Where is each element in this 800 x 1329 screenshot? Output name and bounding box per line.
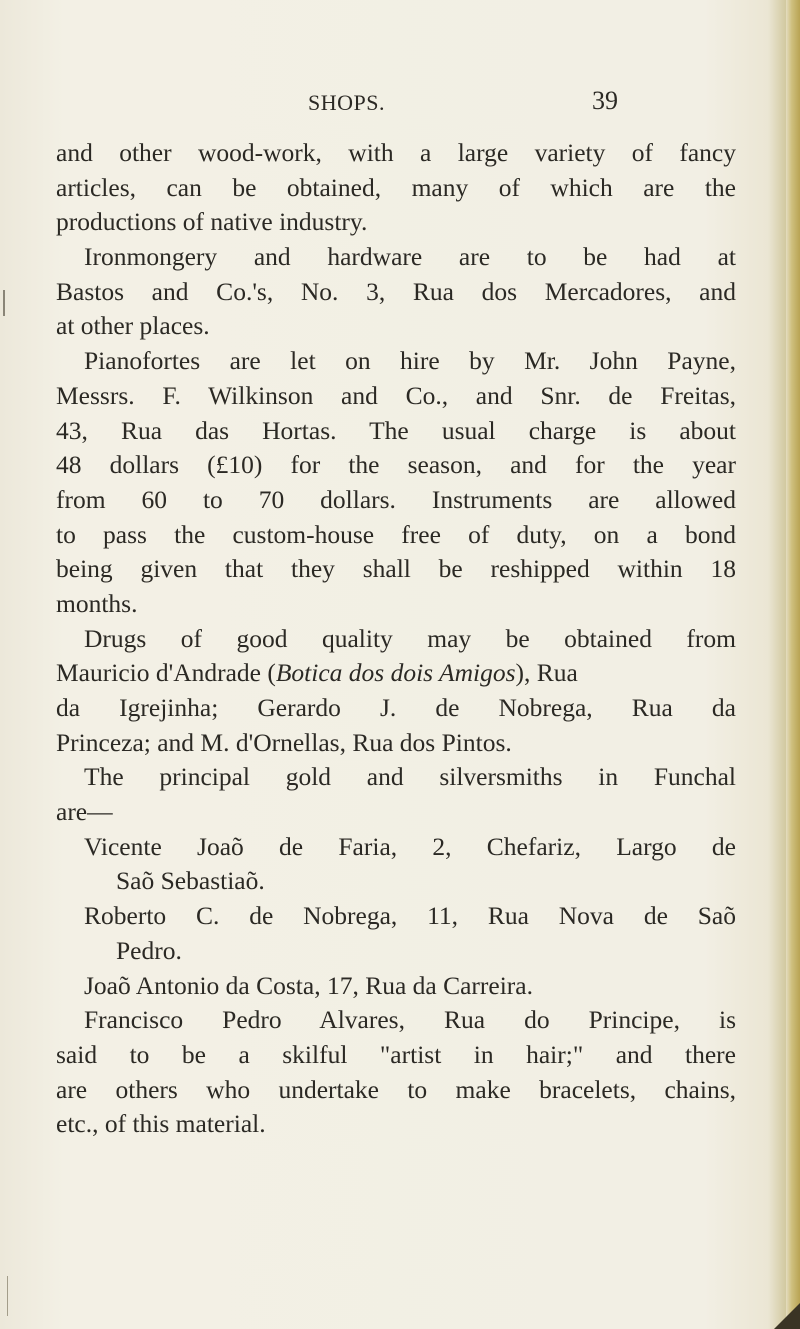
text-line: are others who undertake to make bracelets, chains, bbox=[56, 1074, 736, 1104]
text-line: Messrs. F. Wilkinson and Co., and Snr. de Freitas, bbox=[56, 380, 736, 410]
text-line: productions of native industry. bbox=[56, 207, 368, 237]
body-text bbox=[56, 136, 736, 1142]
page-edge bbox=[786, 0, 800, 1329]
text-line: months. bbox=[56, 588, 138, 618]
text-line: are— bbox=[56, 797, 113, 827]
text-line: Vicente Joaõ de Faria, 2, Chefariz, Largo de bbox=[84, 831, 736, 861]
text-line: at other places. bbox=[56, 311, 210, 341]
margin-mark bbox=[3, 290, 5, 316]
text-line: 43, Rua das Hortas. The usual charge is about bbox=[56, 415, 736, 445]
text-line: from 60 to 70 dollars. Instruments are allowed bbox=[56, 484, 736, 514]
text-line: Princeza; and M. d'Ornellas, Rua dos Pintos. bbox=[56, 727, 512, 757]
page-header bbox=[0, 86, 800, 122]
text-line: da Igrejinha; Gerardo J. de Nobrega, Rua da bbox=[56, 693, 736, 722]
text-line: Bastos and Co.'s, No. 3, Rua dos Mercadores, and bbox=[56, 276, 736, 306]
text-line: to pass the custom-house free of duty, on a bond bbox=[56, 519, 736, 549]
text-line: The principal gold and silversmiths in Funchal bbox=[84, 762, 736, 792]
text-line: Pedro. bbox=[116, 935, 182, 965]
text-line bbox=[56, 656, 736, 691]
text-segment: Mauricio d'Andrade ( bbox=[56, 658, 276, 688]
text-line: Pianofortes are let on hire by Mr. John Payne, bbox=[84, 346, 736, 376]
text-line: Ironmongery and hardware are to be had at bbox=[84, 242, 736, 272]
text-line: 48 dollars (£10) for the season, and for the year bbox=[56, 450, 736, 480]
text-line: Saõ Sebastiaõ. bbox=[116, 866, 265, 896]
text-line: articles, can be obtained, many of which are the bbox=[56, 172, 736, 202]
margin-mark-lower bbox=[7, 1276, 8, 1316]
text-line: and other wood-work, with a large variety of fancy bbox=[56, 138, 736, 167]
text-line: etc., of this material. bbox=[56, 1109, 266, 1139]
page-number: 39 bbox=[592, 86, 618, 115]
text-line: said to be a skilful "artist in hair;" and there bbox=[56, 1039, 736, 1069]
running-head: SHOPS. bbox=[308, 90, 385, 115]
text-line: Joaõ Antonio da Costa, 17, Rua da Carreira. bbox=[84, 970, 533, 1000]
text-line: Francisco Pedro Alvares, Rua do Principe, is bbox=[84, 1005, 736, 1035]
text-line: being given that they shall be reshipped within 18 bbox=[56, 554, 736, 584]
text-line: Drugs of good quality may be obtained from bbox=[84, 623, 736, 653]
page-corner bbox=[774, 1303, 800, 1329]
italic-title: Botica dos dois Amigos bbox=[275, 658, 516, 688]
text-segment: ), Rua bbox=[515, 658, 578, 688]
text-line: Roberto C. de Nobrega, 11, Rua Nova de Saõ bbox=[84, 901, 736, 931]
